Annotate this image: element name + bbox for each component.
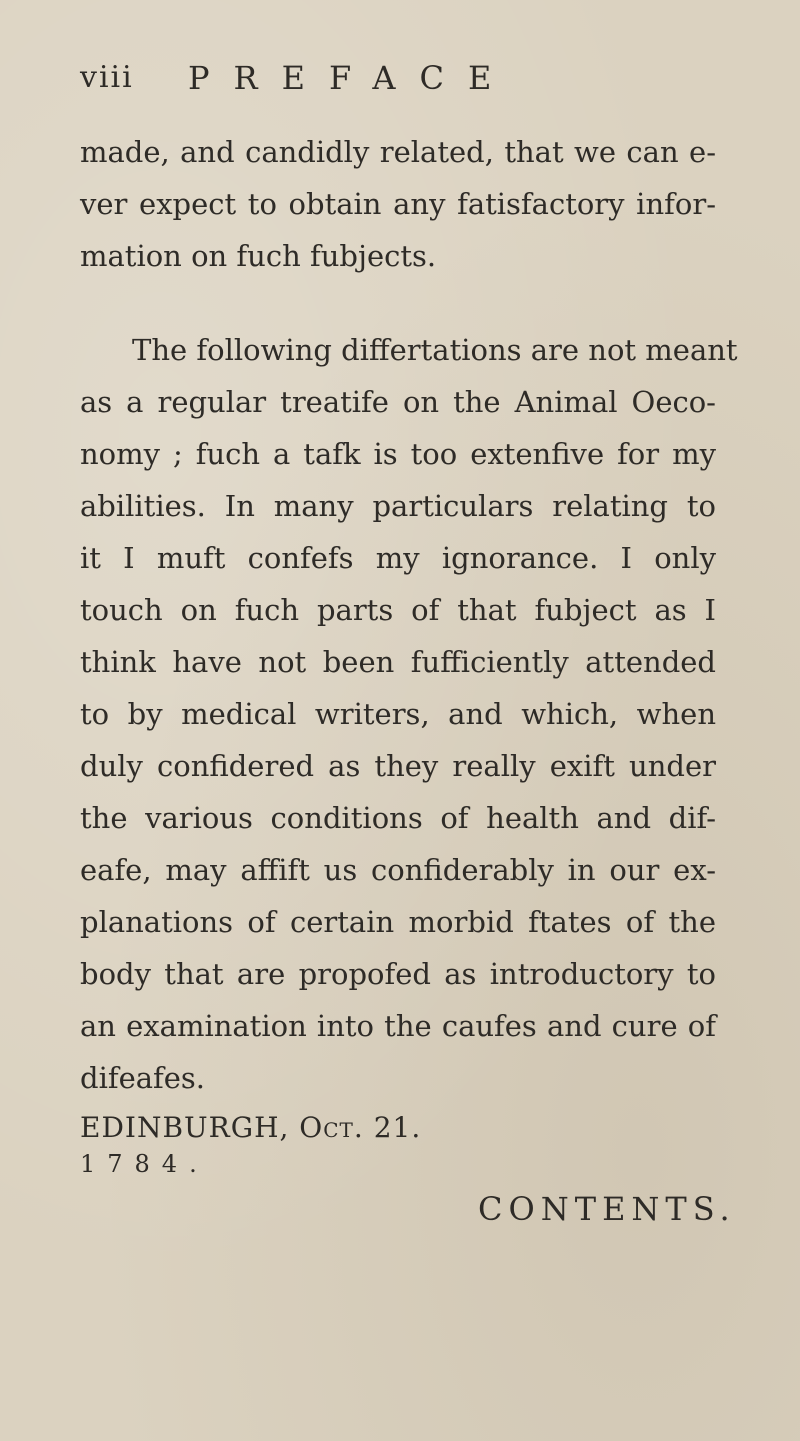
text-line: duly confidered as they really exift under (80, 749, 716, 783)
text-line: the various conditions of health and dif- (80, 801, 716, 835)
signature-year: 1784. (80, 1150, 209, 1178)
text-line: planations of certain morbid ftates of the (80, 905, 716, 939)
page-number: viii (80, 60, 134, 95)
paragraph-1 (80, 126, 716, 282)
text-line: to by medical writers, and which, when (80, 697, 716, 731)
text-line: think have not been fufficiently attended (80, 645, 716, 679)
text-line: mation on fuch fubjects. (80, 239, 437, 273)
text-line: abilities. In many particulars relating to (80, 489, 716, 523)
body-text (80, 126, 738, 1104)
text-line: ver expect to obtain any fatisfactory infor- (80, 187, 716, 221)
text-line: an examination into the caufes and cure of (80, 1009, 716, 1043)
text-line: as a regular treatife on the Animal Oeco- (80, 385, 716, 419)
text-line: eafe, may affift us confiderably in our ex- (80, 853, 716, 887)
catchword: CONTENTS. (478, 1190, 736, 1228)
text-line: touch on fuch parts of that fubject as I (80, 593, 716, 627)
text-line: nomy ; fuch a tafk is too extenfive for my (80, 437, 716, 471)
signature-place-date: EDINBURGH, Oct. 21. (80, 1111, 422, 1144)
text-line: body that are propofed as introductory to (80, 957, 716, 991)
paragraph-gap (80, 282, 716, 324)
paragraph-2 (80, 324, 738, 1104)
text-line: difeafes. (80, 1061, 206, 1095)
running-title: PREFACE (188, 59, 516, 97)
text-line: it I muft confefs my ignorance. I only (80, 541, 716, 575)
page-header (80, 58, 720, 98)
text-line: The following differtations are not meant (132, 333, 738, 367)
text-line: made, and candidly related, that we can e- (80, 135, 716, 169)
signature-block (80, 1110, 480, 1182)
